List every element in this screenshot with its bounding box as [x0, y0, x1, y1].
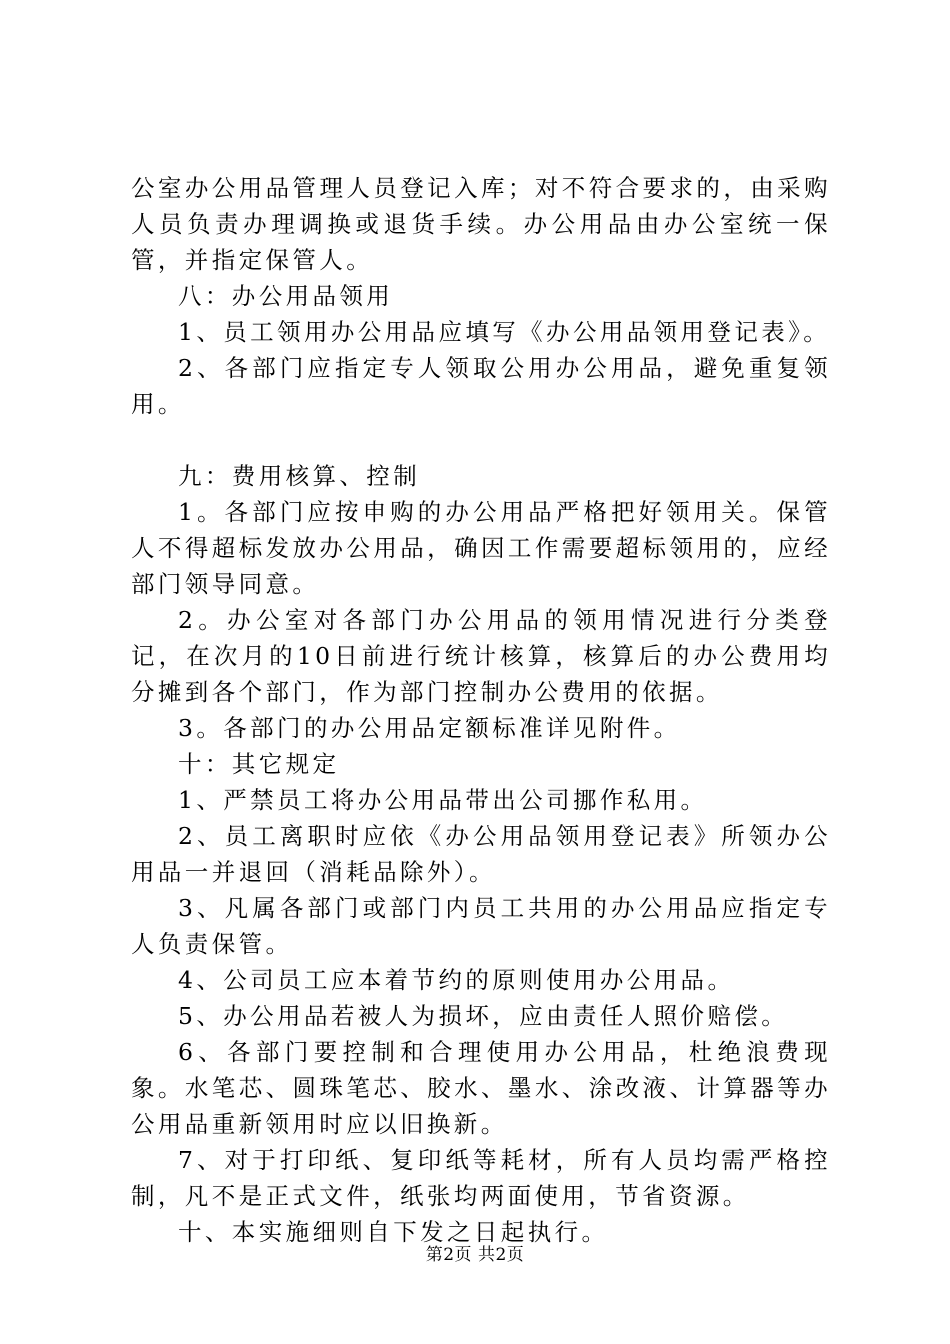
paragraph-procurement-storage: 公室办公用品管理人员登记入库；对不符合要求的，由采购人员负责办理调换或退货手续。办公用品由办公室统一保管，并指定保管人。: [131, 174, 831, 274]
paragraph-cost-1: 1。各部门应按申购的办公用品严格把好领用关。保管人不得超标发放办公用品，确因工作需要超标领用的，应经部门领导同意。: [131, 498, 831, 598]
paragraph-effective-date: 十、本实施细则自下发之日起执行。: [178, 1218, 609, 1246]
paragraph-rule-2: 2、员工离职时应依《办公用品领用登记表》所领办公用品一并退回（消耗品除外）。: [131, 822, 831, 886]
paragraph-usage-1: 1、员工领用办公用品应填写《办公用品领用登记表》。: [178, 318, 831, 346]
section-heading-usage: 八：办公用品领用: [178, 282, 394, 310]
paragraph-rule-6: 6、各部门要控制和合理使用办公用品，杜绝浪费现象。水笔芯、圆珠笔芯、胶水、墨水、涂改液、计算器等办公用品重新领用时应以旧换新。: [131, 1038, 831, 1138]
paragraph-rule-4: 4、公司员工应本着节约的原则使用办公用品。: [178, 966, 735, 994]
section-heading-other-rules: 十：其它规定: [178, 750, 340, 778]
paragraph-cost-2: 2。办公室对各部门办公用品的领用情况进行分类登记，在次月的10日前进行统计核算，核算后的办公费用均分摊到各个部门，作为部门控制办公费用的依据。: [131, 606, 831, 706]
paragraph-rule-5: 5、办公用品若被人为损坏，应由责任人照价赔偿。: [178, 1002, 789, 1030]
paragraph-cost-3: 3。各部门的办公用品定额标准详见附件。: [178, 714, 681, 742]
paragraph-rule-3: 3、凡属各部门或部门内员工共用的办公用品应指定专人负责保管。: [131, 894, 831, 958]
paragraph-rule-1: 1、严禁员工将办公用品带出公司挪作私用。: [178, 786, 708, 814]
paragraph-usage-2: 2、各部门应指定专人领取公用办公用品，避免重复领用。: [131, 354, 831, 418]
section-heading-cost-control: 九：费用核算、控制: [178, 462, 421, 490]
paragraph-rule-7: 7、对于打印纸、复印纸等耗材，所有人员均需严格控制，凡不是正式文件，纸张均两面使用，节省资源。: [131, 1146, 831, 1210]
document-body: [131, 170, 831, 1250]
page-number-footer: 第2页 共2页: [425, 1245, 525, 1265]
